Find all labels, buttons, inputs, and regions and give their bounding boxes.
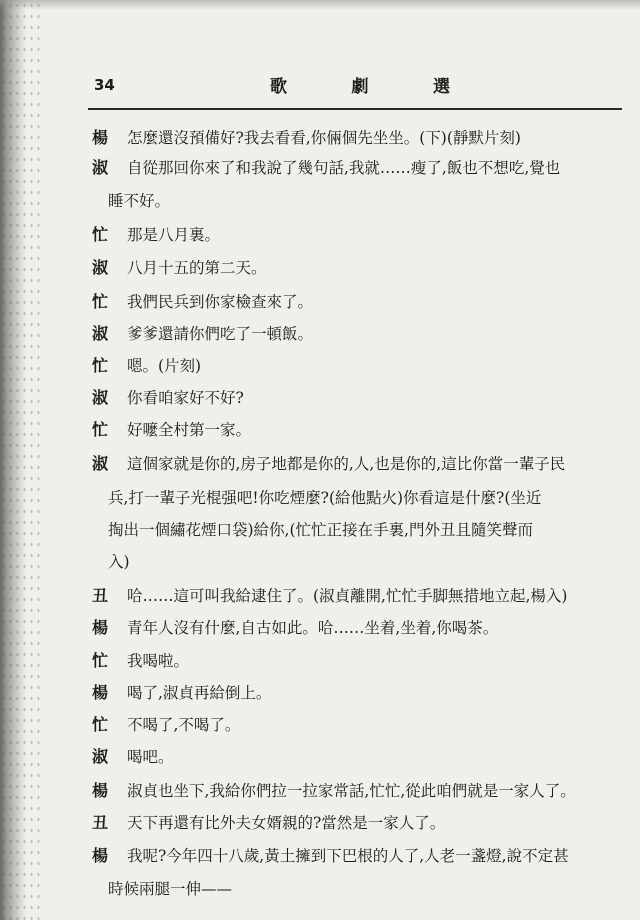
speaker-label: 楊 — [92, 846, 109, 865]
speaker-label: 忙 — [92, 420, 109, 439]
dialogue-text: 淑貞也坐下,我給你們拉一拉家常話,忙忙,從此咱們就是一家人了。 — [127, 782, 576, 800]
dialogue-text: 自從那回你來了和我說了幾句話,我就……瘦了,飯也不想吃,覺也 — [127, 159, 561, 177]
speaker-label: 淑 — [92, 324, 109, 343]
speaker-label: 楊 — [92, 683, 109, 702]
dialogue-text: 我呢?今年四十八歲,黃土擁到下巴根的人了,人老一盞燈,說不定甚 — [127, 847, 569, 865]
speaker-label: 淑 — [92, 747, 109, 766]
dialogue-text: 天下再還有比外夫女婿親的?當然是一家人了。 — [127, 814, 446, 832]
dialogue-text: 八月十五的第二天。 — [127, 259, 267, 277]
speaker-label: 忙 — [92, 292, 109, 311]
dialogue-text: 你看咱家好不好? — [127, 389, 244, 407]
dialogue-text: 我們民兵到你家檢查來了。 — [127, 293, 314, 311]
speaker-label: 淑 — [92, 258, 109, 277]
dialogue-text: 嗯。(片刻) — [127, 357, 202, 375]
dialogue-text: 怎麼還沒預備好?我去看看,你倆個先坐坐。(下)(靜默片刻) — [127, 129, 521, 147]
dialogue-text: 我喝啦。 — [127, 652, 190, 670]
dialogue-text: 喝了,淑貞再給倒上。 — [127, 684, 272, 702]
running-title-char: 選 — [433, 77, 450, 97]
speaker-label: 丑 — [92, 586, 109, 605]
speaker-label: 楊 — [92, 128, 109, 147]
speaker-label: 淑 — [92, 454, 109, 473]
dialogue-text: 那是八月裏。 — [127, 226, 221, 244]
dialogue-text: 這個家就是你的,房子地都是你的,人,也是你的,這比你當一輩子民 — [127, 455, 566, 473]
running-title-char: 劇 — [351, 77, 369, 97]
speaker-label: 忙 — [92, 225, 109, 244]
speaker-label: 楊 — [92, 781, 109, 800]
dialogue-text: 好嚒全村第一家。 — [127, 421, 252, 439]
dialogue-text: 不喝了,不喝了。 — [127, 716, 241, 734]
speaker-label: 忙 — [92, 715, 109, 734]
speaker-label: 楊 — [92, 618, 109, 637]
speaker-label: 丑 — [92, 813, 109, 832]
running-title-char: 歌 — [270, 77, 287, 97]
speaker-label: 忙 — [92, 356, 109, 375]
page-number: 34 — [94, 76, 115, 94]
dialogue-continuation: 兵,打一輩子光棍强吧!你吃煙麼?(給他點火)你看這是什麼?(坐近 — [108, 489, 542, 507]
dialogue-text: 喝吧。 — [127, 748, 174, 766]
dialogue-text: 青年人沒有什麼,自古如此。哈……坐着,坐着,你喝茶。 — [127, 619, 499, 637]
speaker-label: 淑 — [92, 388, 109, 407]
dialogue-continuation: 入) — [108, 553, 130, 571]
speaker-label: 淑 — [92, 158, 109, 177]
speaker-label: 忙 — [92, 651, 109, 670]
dialogue-continuation: 時候兩腿一伸—— — [108, 880, 233, 898]
dialogue-text: 哈……這可叫我給逮住了。(淑貞離開,忙忙手脚無措地立起,楊入) — [127, 587, 568, 605]
dialogue-text: 爹爹還請你們吃了一頓飯。 — [127, 325, 314, 343]
dialogue-continuation: 掏出一個繡花煙口袋)給你,(忙忙正接在手裏,門外丑且隨笑聲而 — [108, 521, 533, 539]
dialogue-continuation: 睡不好。 — [108, 192, 171, 210]
